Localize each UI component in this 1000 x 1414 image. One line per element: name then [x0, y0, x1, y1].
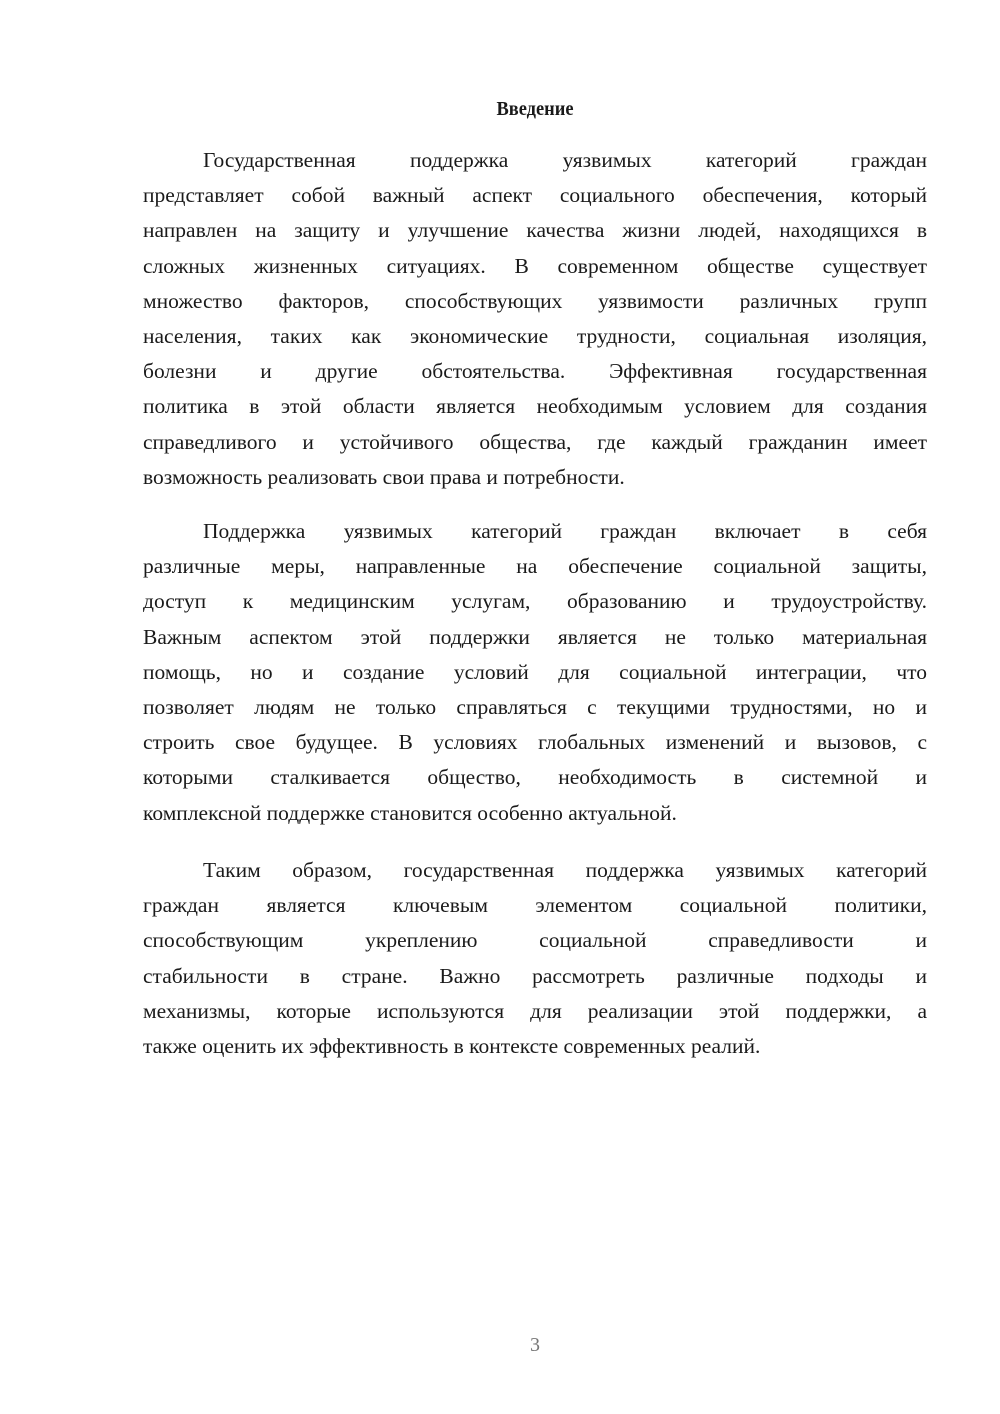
text-line: Государственная поддержка уязвимых категорий граждан: [203, 148, 927, 172]
text-line: населения, таких как экономические трудности, социальная изоляция,: [143, 323, 927, 348]
text-line: стабильности в стране. Важно рассмотреть различные подходы и: [143, 963, 927, 988]
text-line: политика в этой области является необходимым условием для создания: [143, 394, 927, 419]
text-line: которыми сталкивается общество, необходимость в системной и: [143, 765, 927, 790]
paragraph-2: [143, 514, 927, 831]
text-line: также оценить их эффективность в контексте современных реалий.: [143, 1033, 761, 1058]
text-line: механизмы, которые используются для реализации этой поддержки, а: [143, 998, 927, 1023]
text-line: болезни и другие обстоятельства. Эффективная государственная: [143, 359, 927, 384]
page-number: 3: [530, 1334, 540, 1356]
text-line: справедливого и устойчивого общества, где каждый гражданин имеет: [143, 429, 927, 454]
text-line: комплексной поддержке становится особенно актуальной.: [143, 800, 677, 825]
paragraph-3: [143, 853, 927, 1064]
text-line: множество факторов, способствующих уязвимости различных групп: [143, 288, 927, 313]
text-line: Важным аспектом этой поддержки является не только материальная: [143, 624, 927, 649]
text-line: способствующим укреплению социальной справедливости и: [143, 928, 927, 953]
section-title: Введение: [496, 98, 574, 120]
text-line: помощь, но и создание условий для социальной интеграции, что: [143, 659, 927, 684]
text-line: Таким образом, государственная поддержка уязвимых категорий: [203, 858, 927, 882]
paragraph-1: [143, 143, 927, 495]
text-line: направлен на защиту и улучшение качества жизни людей, находящихся в: [143, 218, 927, 243]
text-line: доступ к медицинским услугам, образованию и трудоустройству.: [143, 589, 927, 614]
text-line: строить свое будущее. В условиях глобальных изменений и вызовов, с: [143, 730, 927, 755]
text-line: возможность реализовать свои права и потребности.: [143, 464, 625, 489]
text-line: различные меры, направленные на обеспечение социальной защиты,: [143, 554, 927, 579]
text-line: позволяет людям не только справляться с текущими трудностями, но и: [143, 694, 927, 719]
text-line: Поддержка уязвимых категорий граждан включает в себя: [203, 519, 927, 543]
text-line: представляет собой важный аспект социального обеспечения, который: [143, 183, 927, 208]
text-line: граждан является ключевым элементом социальной политики,: [143, 893, 927, 918]
text-line: сложных жизненных ситуациях. В современном обществе существует: [143, 253, 927, 278]
